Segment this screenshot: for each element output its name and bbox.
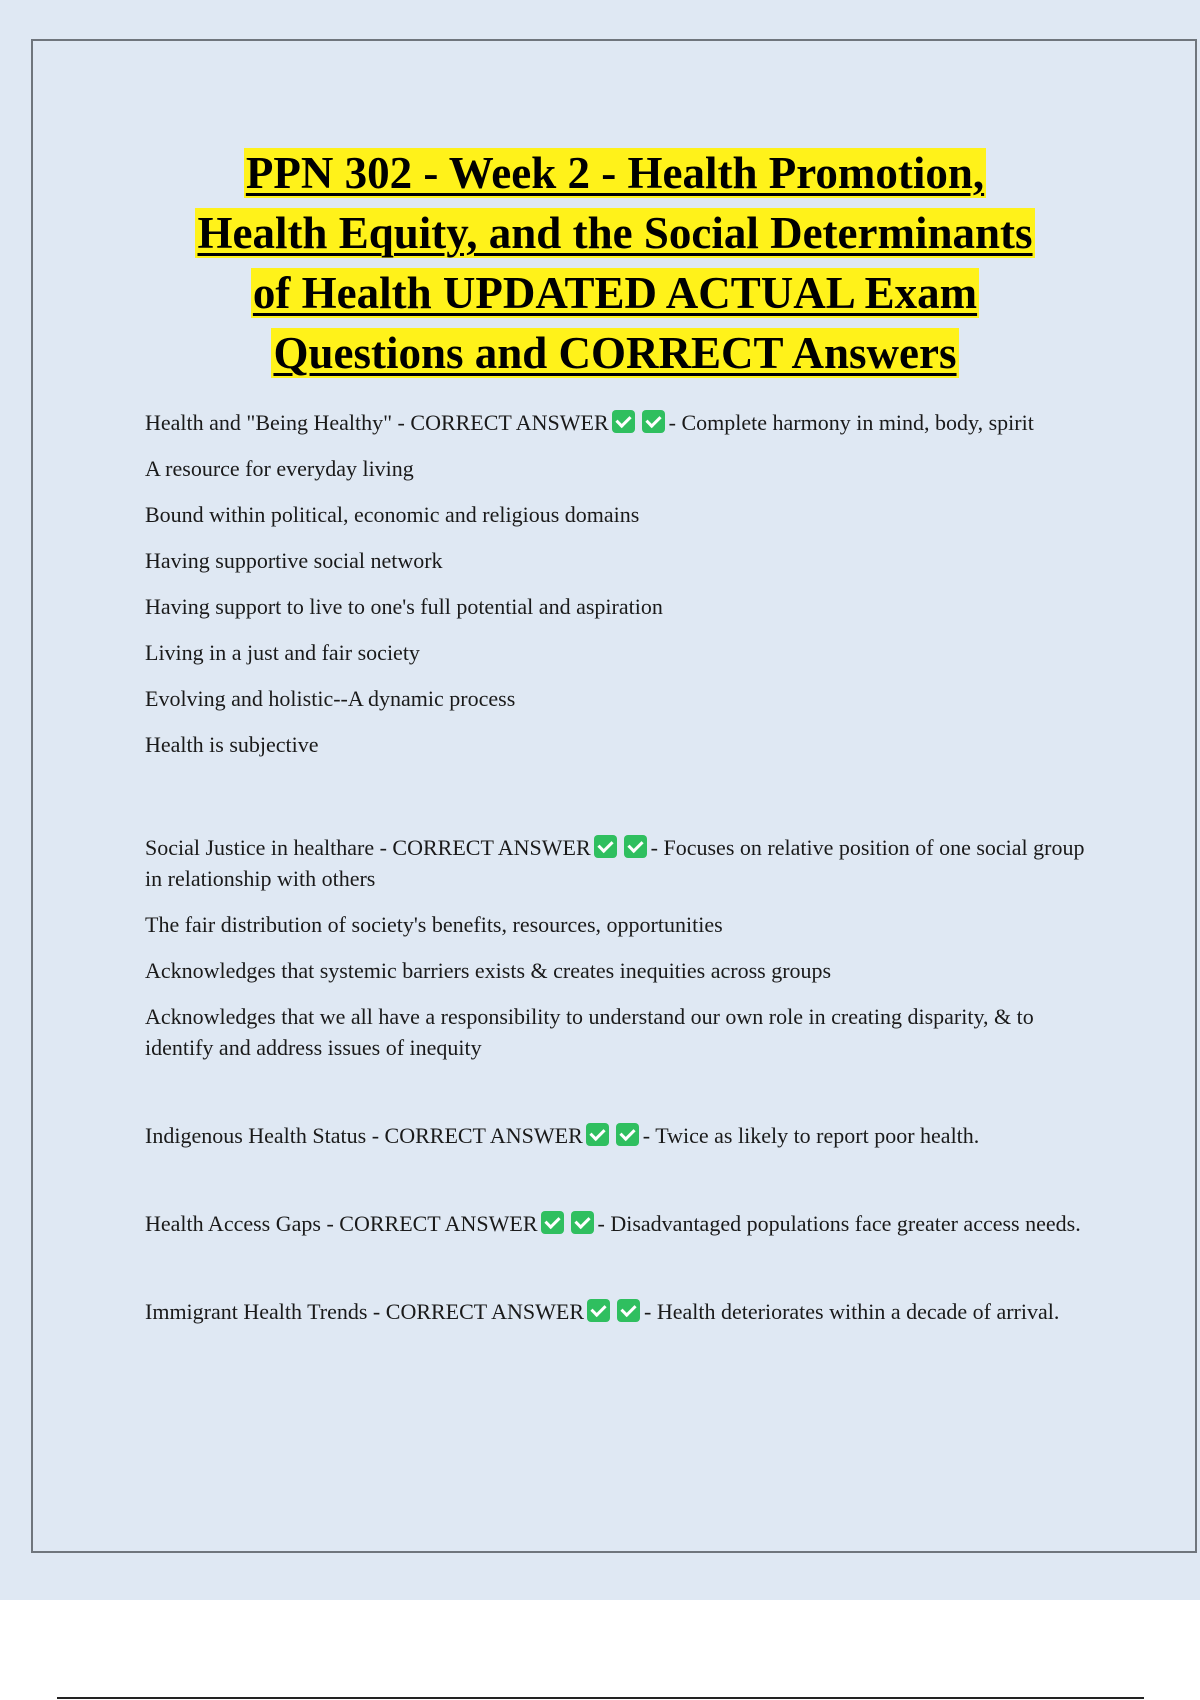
title-line: of Health UPDATED ACTUAL Exam [252, 268, 978, 318]
spacer [145, 1063, 1090, 1120]
qa-answer-line: Having support to live to one's full potential and aspiration [145, 594, 663, 619]
correct-answer-marker: CORRECT ANSWER [392, 835, 591, 860]
document-title [120, 143, 1110, 383]
check-mark-icon [617, 1299, 640, 1322]
page-divider [57, 1697, 1144, 1699]
check-mark-icon [642, 410, 665, 433]
qa-item [145, 832, 1090, 1063]
spacer [145, 1151, 1090, 1208]
check-mark-icon [616, 1123, 639, 1146]
title-line: PPN 302 - Week 2 - Health Promotion, [245, 148, 985, 198]
qa-term: Indigenous Health Status - [145, 1123, 385, 1148]
qa-answer-line: A resource for everyday living [145, 456, 414, 481]
qa-term: Immigrant Health Trends - [145, 1299, 386, 1324]
qa-answer-line: Acknowledges that we all have a responsibility to understand our own role in creating disparity, & to identify and address issues of inequity [145, 1004, 1034, 1060]
correct-answer-marker: CORRECT ANSWER [384, 1123, 583, 1148]
check-mark-icon [586, 1123, 609, 1146]
qa-item [145, 407, 1090, 760]
check-mark-icon [571, 1211, 594, 1234]
qa-answer: - Health deteriorates within a decade of arrival. [644, 1299, 1060, 1324]
title-line: Questions and CORRECT Answers [273, 328, 957, 378]
qa-answer-line: Bound within political, economic and religious domains [145, 502, 640, 527]
qa-term: Health and "Being Healthy" - [145, 410, 411, 435]
qa-answer-line: Having supportive social network [145, 548, 443, 573]
correct-answer-marker: CORRECT ANSWER [339, 1211, 538, 1236]
check-mark-icon [594, 835, 617, 858]
check-mark-icon [624, 835, 647, 858]
qa-term: Health Access Gaps - [145, 1211, 340, 1236]
qa-answer: - Complete harmony in mind, body, spirit [668, 410, 1034, 435]
check-mark-icon [612, 410, 635, 433]
correct-answer-marker: CORRECT ANSWER [385, 1299, 585, 1324]
qa-answer-line: Evolving and holistic--A dynamic process [145, 686, 516, 711]
qa-term: Social Justice in healthare - [145, 835, 393, 860]
qa-question [145, 407, 1090, 438]
qa-answer-line: Acknowledges that systemic barriers exists & creates inequities across groups [145, 958, 832, 983]
qa-question [145, 1208, 1090, 1239]
qa-question [145, 1296, 1090, 1327]
spacer [145, 1239, 1090, 1296]
check-mark-icon [587, 1299, 610, 1322]
qa-answer-line: Living in a just and fair society [145, 640, 420, 665]
qa-item [145, 1120, 1090, 1151]
qa-content [145, 407, 1090, 1327]
spacer [145, 775, 1090, 832]
qa-answer: - Focuses on relative position of one social group in relationship with others [145, 835, 1085, 891]
qa-item [145, 1208, 1090, 1239]
qa-question [145, 832, 1090, 894]
correct-answer-marker: CORRECT ANSWER [410, 410, 609, 435]
title-line: Health Equity, and the Social Determinants [197, 208, 1033, 258]
qa-question [145, 1120, 1090, 1151]
qa-item [145, 1296, 1090, 1327]
qa-answer: - Twice as likely to report poor health. [642, 1123, 980, 1148]
qa-answer-line: Health is subjective [145, 732, 319, 757]
check-mark-icon [541, 1211, 564, 1234]
qa-answer: - Disadvantaged populations face greater access needs. [597, 1211, 1081, 1236]
qa-answer-line: The fair distribution of society's benefits, resources, opportunities [145, 912, 723, 937]
